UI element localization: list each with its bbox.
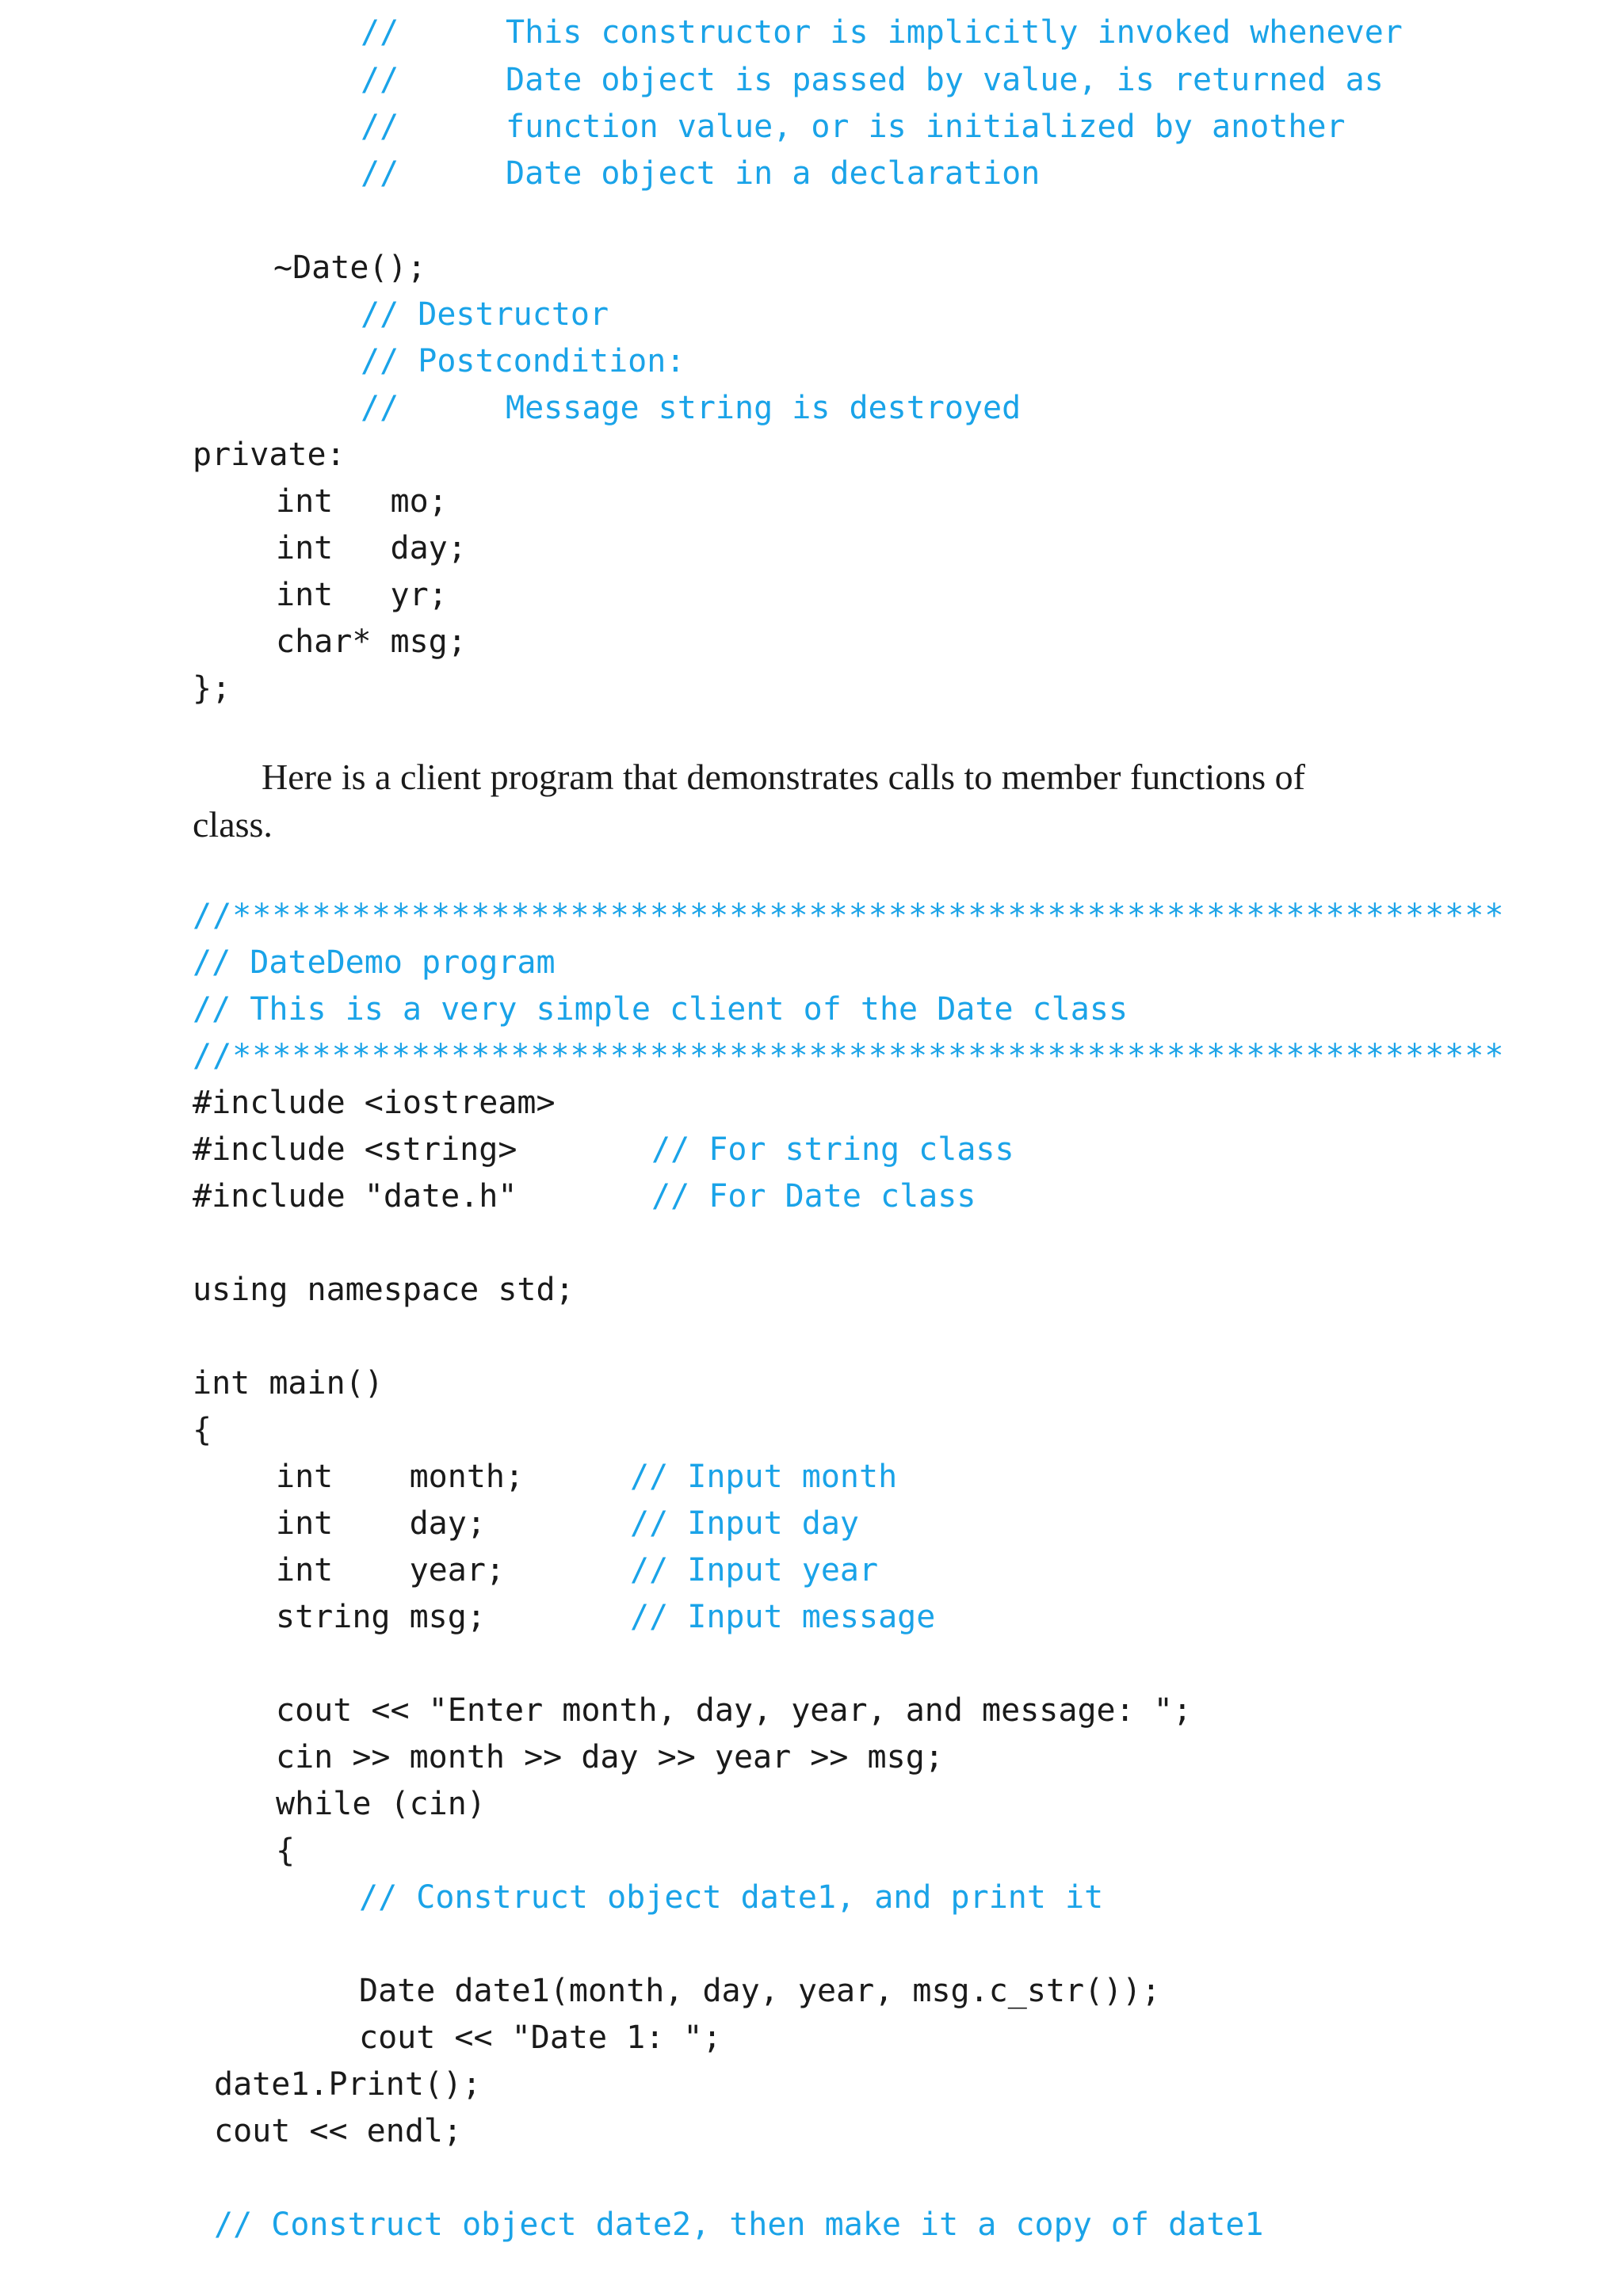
code-statement: date1.Print(); [214,2066,482,2103]
open-brace: { [193,1412,212,1448]
code-comment: // Input message [630,1599,936,1635]
comment-marker: // [361,390,399,426]
code-statement: cout << "Date 1: "; [359,2019,722,2056]
include-directive: #include <iostream> [193,1085,556,1121]
main-signature: int main() [193,1365,384,1402]
member-variable: char* msg; [276,624,467,660]
variable-declaration: int day; [276,1505,486,1542]
code-statement: cout << "Enter month, day, year, and message: "; [276,1692,1192,1729]
include-directive: #include "date.h" [193,1178,517,1215]
code-statement: cout << endl; [214,2113,463,2149]
code-comment: Message string is destroyed [506,390,1022,426]
access-specifier: private: [193,437,346,473]
code-comment: // Construct object date2, then make it a copy of date1 [214,2206,1264,2243]
open-brace: { [276,1833,296,1869]
code-comment: // DateDemo program [193,944,556,981]
code-comment: This constructor is implicitly invoked whenever [506,14,1403,51]
code-comment: // Input month [630,1459,898,1495]
code-comment: // Construct object date1, and print it [359,1879,1104,1916]
code-comment: Date object in a declaration [506,155,1041,192]
variable-declaration: int month; [276,1459,525,1495]
code-comment: // For string class [651,1131,1014,1168]
code-statement: Date date1(month, day, year, msg.c_str()); [359,1973,1161,2009]
comment-marker: // [361,62,399,98]
comment-marker: // [361,155,399,192]
code-comment: function value, or is initialized by another [506,109,1346,145]
code-comment: // Destructor [361,296,609,333]
code-statement: cin >> month >> day >> year >> msg; [276,1739,944,1775]
comment-banner: //**************************************************************** [193,898,1505,934]
code-comment: // Input year [630,1552,879,1589]
code-comment: // Input day [630,1505,859,1542]
prose-line: class. [193,804,273,845]
include-directive: #include <string> [193,1131,517,1168]
member-variable: int mo; [276,483,448,520]
code-comment: // For Date class [651,1178,976,1215]
variable-declaration: string msg; [276,1599,486,1635]
code-comment: // This is a very simple client of the Date class [193,991,1128,1028]
comment-marker: // [361,109,399,145]
comment-banner: //**************************************************************** [193,1038,1505,1074]
destructor-declaration: ~Date(); [273,250,426,286]
member-variable: int day; [276,530,467,566]
member-variable: int yr; [276,577,448,613]
comment-marker: // [361,14,399,51]
prose-line: Here is a client program that demonstrates calls to member functions of [262,757,1305,797]
while-statement: while (cin) [276,1786,486,1822]
class-closing-brace: }; [193,670,231,707]
using-directive: using namespace std; [193,1272,575,1308]
variable-declaration: int year; [276,1552,505,1589]
code-comment: // Postcondition: [361,343,685,379]
code-comment: Date object is passed by value, is returned as [506,62,1384,98]
